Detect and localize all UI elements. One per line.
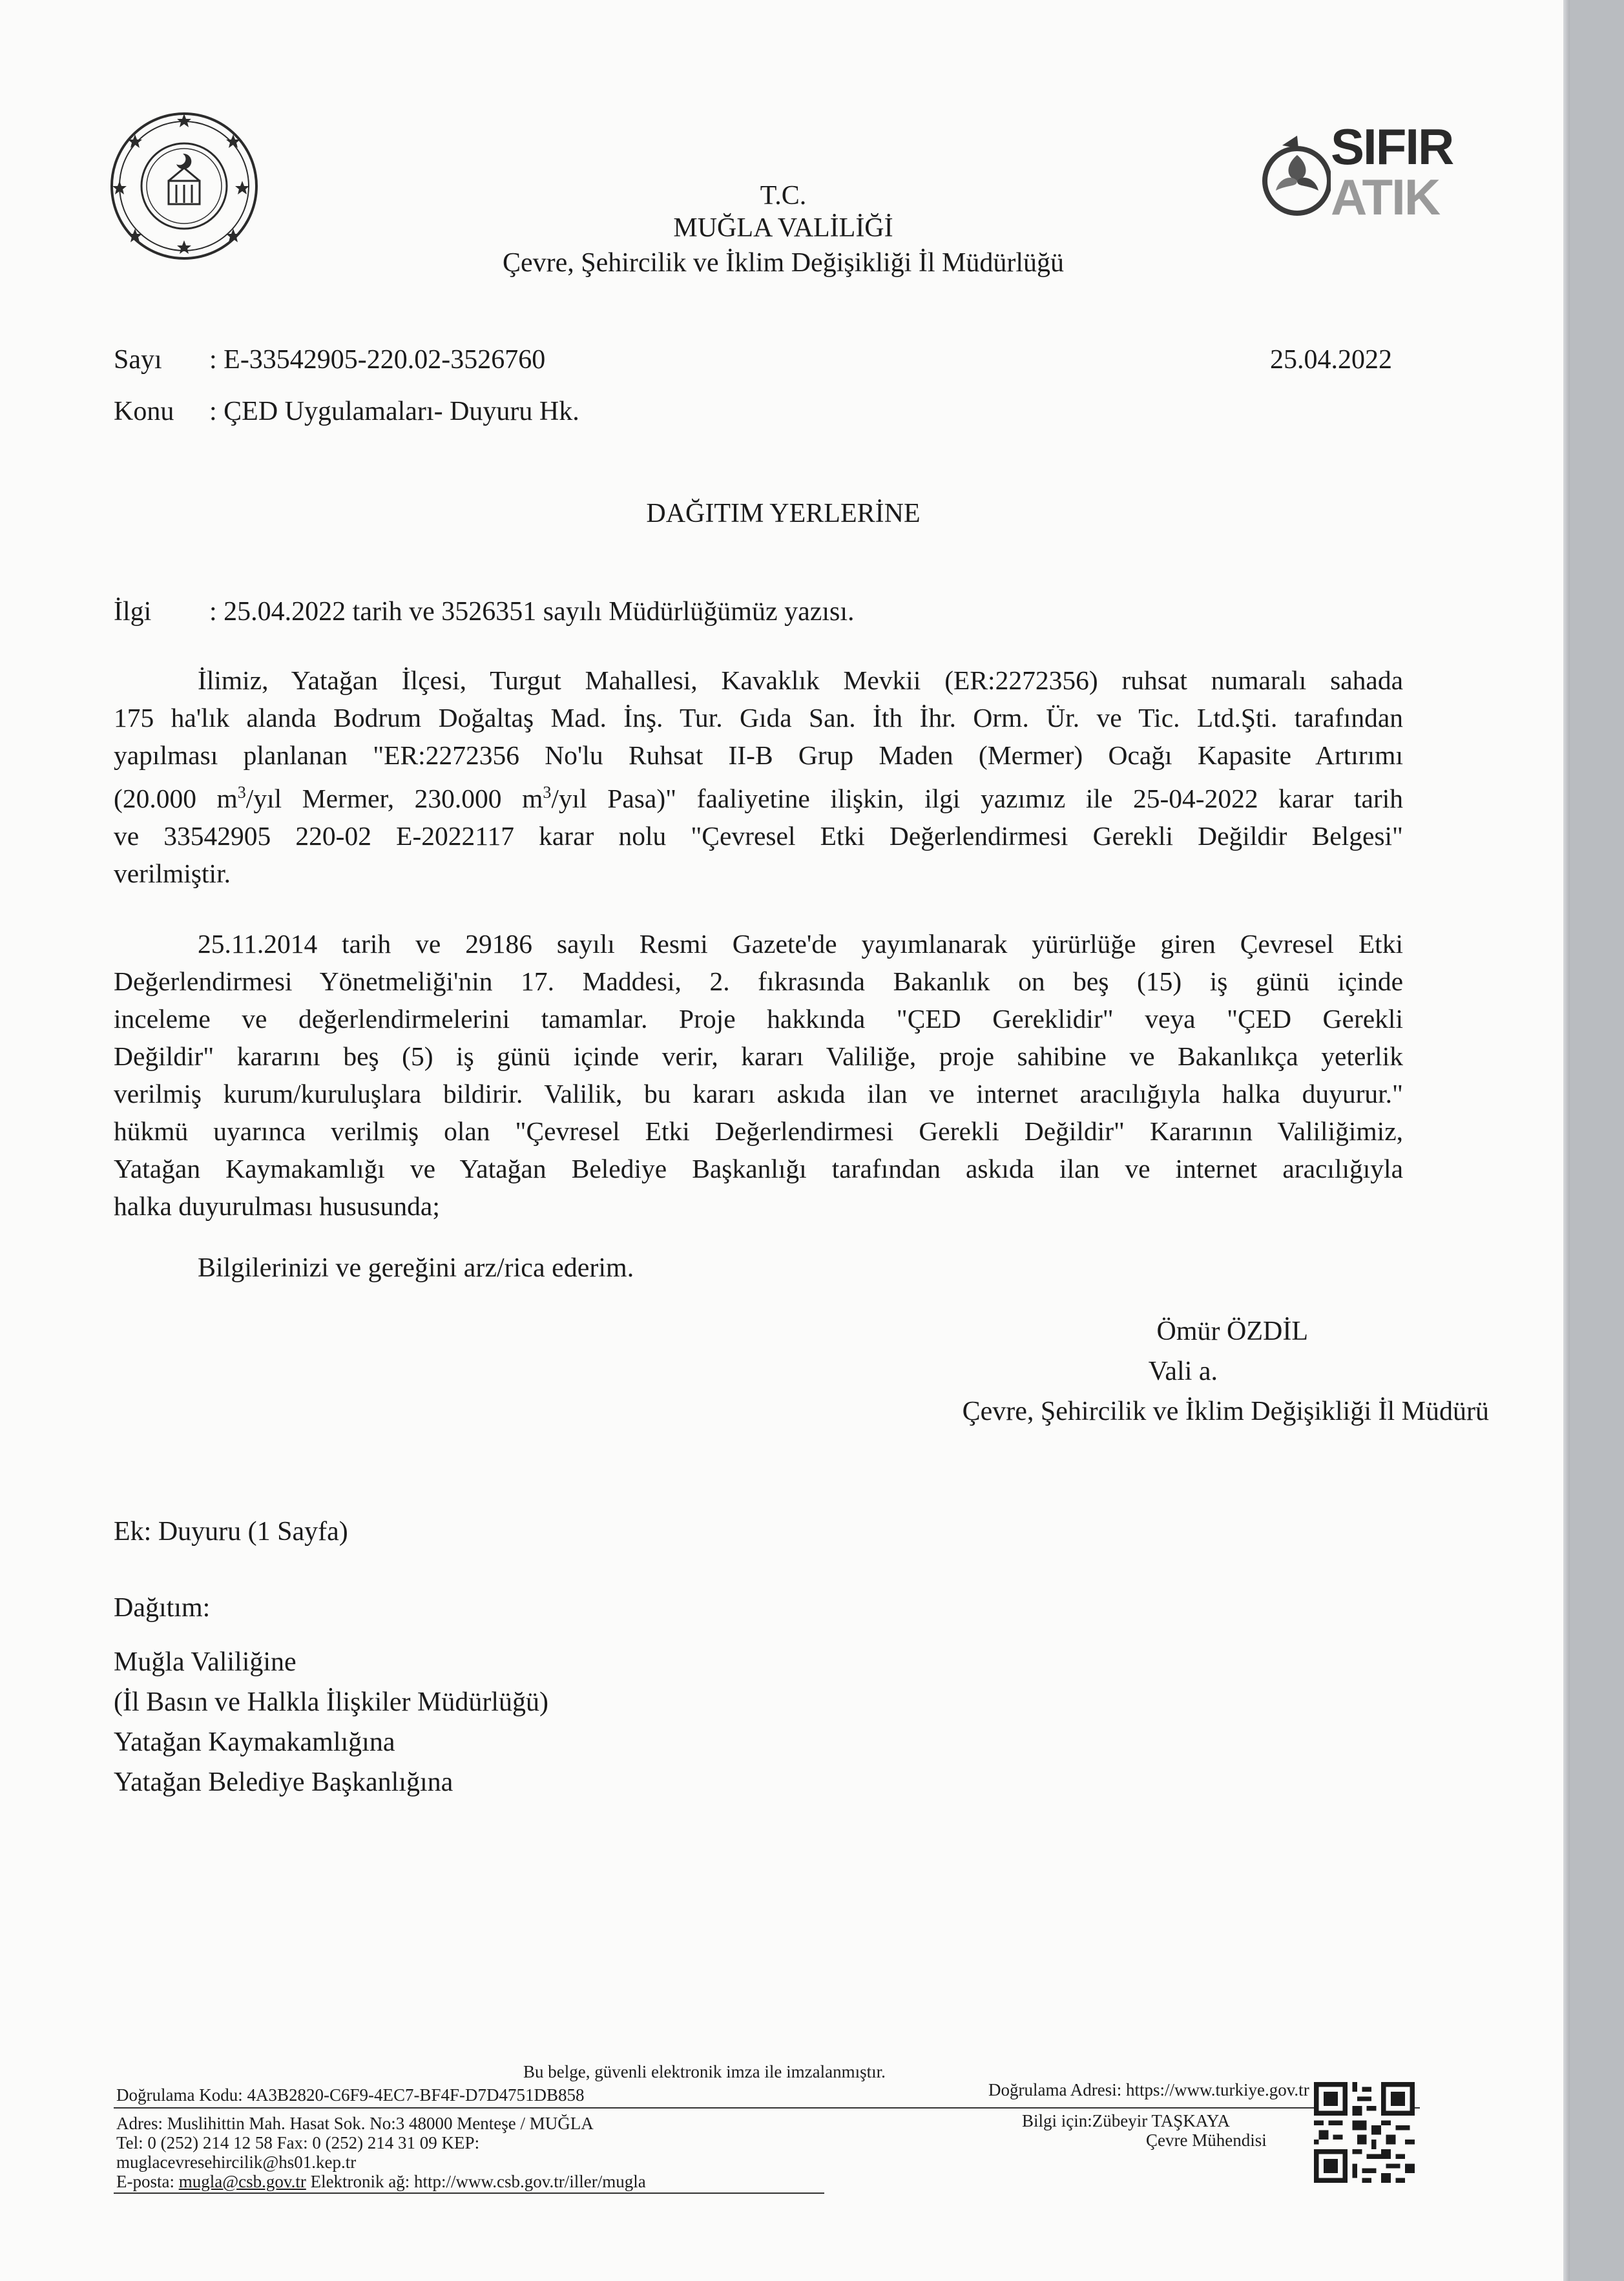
attachment-line: Ek: Duyuru (1 Sayfa) <box>114 1517 348 1547</box>
body-line: halka duyurulması hususunda; <box>114 1191 440 1221</box>
list-item: Yatağan Kaymakamlığına <box>114 1727 395 1757</box>
signatory-title-1: Vali a. <box>1148 1357 1218 1386</box>
list-item: Yatağan Belediye Başkanlığına <box>114 1767 453 1797</box>
konu-label: Konu <box>114 397 174 426</box>
footer-address: Adres: Muslihittin Mah. Hasat Sok. No:3 48000 Menteşe / MUĞLA <box>116 2114 594 2133</box>
header-tc: T.C. <box>760 181 807 211</box>
signatory-name: Ömür ÖZDİL <box>1156 1317 1308 1346</box>
logo-text-sifir: SIFIR <box>1331 118 1453 175</box>
qr-code-icon <box>1314 2082 1415 2183</box>
body-line: verilmiş kurum/kuruluşlara bildirir. Valilik, bu kararı askıda ilan ve internet aracılığıyla halka duyurur." <box>114 1079 1403 1109</box>
list-item: Muğla Valiliğine <box>114 1647 297 1677</box>
signatory-title-2: Çevre, Şehircilik ve İklim Değişikliği İl Müdürü <box>962 1397 1489 1426</box>
superscript: 3 <box>543 783 552 802</box>
esign-note: Bu belge, güvenli elektronik imza ile imzalanmıştır. <box>523 2062 886 2081</box>
ilgi-label: İlgi <box>114 597 152 627</box>
sayi-value: : E-33542905-220.02-3526760 <box>209 345 546 375</box>
distribution-list <box>114 1642 548 1802</box>
body-line: verilmiştir. <box>114 858 231 888</box>
verification-code: Doğrulama Kodu: 4A3B2820-C6F9-4EC7-BF4F-D7D4751DB858 <box>116 2085 585 2105</box>
header-governorship: MUĞLA VALİLİĞİ <box>673 213 893 243</box>
ilgi-value: : 25.04.2022 tarih ve 3526351 sayılı Müdürlüğümüz yazısı. <box>209 597 855 627</box>
body-line: Yatağan Kaymakamlığı ve Yatağan Belediye Başkanlığı tarafından askıda ilan ve internet aracılığıyla <box>114 1154 1403 1183</box>
footer-divider <box>114 2107 1420 2109</box>
body-line: İlimiz, Yatağan İlçesi, Turgut Mahallesi, Kavaklık Mevkii (ER:2272356) ruhsat numaralı sahada <box>198 665 1403 695</box>
verification-address: Doğrulama Adresi: https://www.turkiye.gov.tr <box>988 2080 1309 2099</box>
closing-line: Bilgilerinizi ve gereğini arz/rica ederim. <box>198 1253 634 1283</box>
body-line: yapılması planlanan "ER:2272356 No'lu Ruhsat II-B Grup Maden (Mermer) Ocağı Kapasite Artırımı <box>114 740 1403 770</box>
footer-email-line <box>116 2172 646 2191</box>
email-label: E-posta: <box>116 2172 174 2191</box>
email-link[interactable]: mugla@csb.gov.tr <box>178 2172 306 2191</box>
body-line-with-superscripts <box>114 774 1403 817</box>
footer-kep: muglacevresehircilik@hs01.kep.tr <box>116 2152 357 2172</box>
sayi-label: Sayı <box>114 345 162 375</box>
superscript: 3 <box>237 783 246 802</box>
body-line: Değildir" kararını beş (5) iş günü içinde verir, kararı Valiliğe, proje sahibine ve Bakanlıkça yeterlik <box>114 1041 1403 1071</box>
contact-title: Çevre Mühendisi <box>1146 2130 1267 2150</box>
header-directorate: Çevre, Şehircilik ve İklim Değişikliği İl Müdürlüğü <box>502 248 1065 278</box>
body-line: Değerlendirmesi Yönetmeliği'nin 17. Maddesi, 2. fıkrasında Bakanlık on beş (15) iş günü içinde <box>114 966 1403 996</box>
footer-phone: Tel: 0 (252) 214 12 58 Fax: 0 (252) 214 31 09 KEP: <box>116 2133 480 2152</box>
body-line: 175 ha'lık alanda Bodrum Doğaltaş Mad. İnş. Tur. Gıda San. İth İhr. Orm. Ür. ve Tic. Ltd.Şti. tarafından <box>114 703 1403 733</box>
distribution-label: Dağıtım: <box>114 1593 211 1623</box>
body-segment: /yıl Mermer, 230.000 m <box>245 783 543 813</box>
body-paragraph-1 <box>114 661 1403 892</box>
web-link[interactable]: Elektronik ağ: http://www.csb.gov.tr/iller/mugla <box>310 2172 646 2191</box>
body-segment: (20.000 m <box>114 783 238 813</box>
page-edge-shadow <box>1563 0 1570 2281</box>
body-line: inceleme ve değerlendirmelerini tamamlar. Proje hakkında "ÇED Gereklidir" veya "ÇED Gerekli <box>114 1004 1403 1034</box>
body-segment: /yıl Pasa)" faaliyetine ilişkin, ilgi yazımız ile 25-04-2022 karar tarih <box>551 783 1403 813</box>
konu-value: : ÇED Uygulamaları- Duyuru Hk. <box>209 397 579 426</box>
body-line: 25.11.2014 tarih ve 29186 sayılı Resmi Gazete'de yayımlanarak yürürlüğe giren Çevresel Etki <box>198 929 1403 959</box>
contact-person: Bilgi için:Zübeyir TAŞKAYA <box>1022 2111 1230 2130</box>
signature-block <box>711 1311 1489 1432</box>
document-date: 25.04.2022 <box>1270 345 1392 375</box>
body-paragraph-2 <box>114 925 1403 1225</box>
footer-bottom-rule <box>114 2192 824 2194</box>
body-line: hükmü uyarınca verilmiş olan "Çevresel Etki Değerlendirmesi Gerekli Değildir" Kararının Valiliğimiz, <box>114 1116 1403 1146</box>
list-item: (İl Basın ve Halkla İlişkiler Müdürlüğü) <box>114 1687 549 1717</box>
logo-text-atik: ATIK <box>1331 169 1440 225</box>
body-line: ve 33542905 220-02 E-2022117 karar nolu "Çevresel Etki Değerlendirmesi Gerekli Değildir Belgesi" <box>114 820 1403 851</box>
recipient-title: DAĞITIM YERLERİNE <box>646 499 921 528</box>
